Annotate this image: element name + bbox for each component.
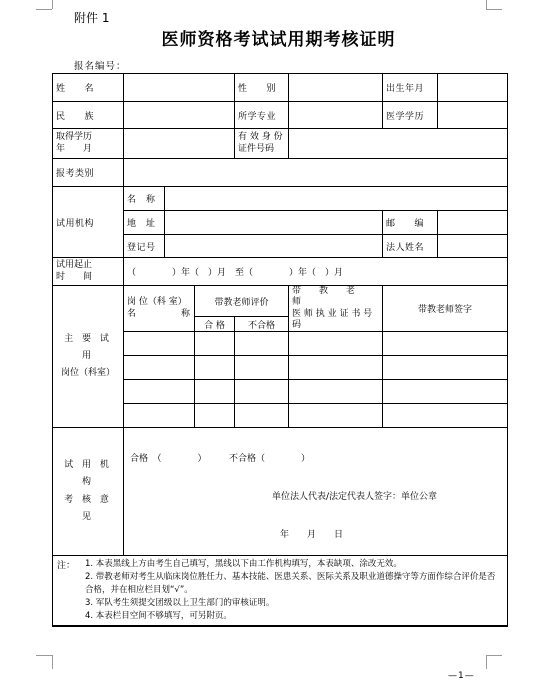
- fail-cell[interactable]: [235, 404, 289, 428]
- trial-period-label-line2: 时 间: [56, 271, 93, 282]
- tutor-cert-cell[interactable]: [289, 404, 383, 428]
- id-number-label: [235, 129, 289, 159]
- gender-label: 性 别: [235, 74, 289, 102]
- assessment-signature: 单位法人代表/法定代表人签字：单位公章: [272, 492, 438, 502]
- registration-id-label: 登记号: [124, 235, 165, 258]
- pass-cell[interactable]: [195, 404, 235, 428]
- post-name-header-line2: 名 称: [127, 308, 191, 319]
- page-title: 医师资格考试试用期考核证明: [161, 30, 396, 50]
- note-item: 2. 带教老师对考生从临床岗位胜任力、基本技能、医患关系、医际关系及职业道德操守等方面作综合评价是否合格，并在相应栏目划“√”。: [85, 572, 496, 595]
- crop-mark: [486, 655, 502, 656]
- med-degree-field[interactable]: [438, 102, 508, 129]
- gender-field[interactable]: [289, 74, 383, 102]
- main-post-label-line2: 岗位（科室）: [60, 368, 115, 379]
- fail-cell[interactable]: [235, 332, 289, 356]
- degree-date-label-line1: 取得学历: [56, 132, 93, 143]
- id-number-field[interactable]: [289, 129, 508, 159]
- main-post-label: [53, 286, 124, 428]
- institution-name-field[interactable]: [165, 187, 508, 211]
- assessment-label-line2: 考 核 意 见: [64, 494, 112, 522]
- registration-number-label: 报名编号：: [74, 61, 127, 72]
- fail-cell[interactable]: [235, 380, 289, 404]
- tutor-cert-header-line2: 医 师 执 业 证 书 号 码: [292, 308, 373, 330]
- tutor-cert-header: [289, 286, 383, 332]
- birth-label: 出生年月: [383, 74, 438, 102]
- fail-cell[interactable]: [235, 356, 289, 380]
- crop-mark: [486, 0, 487, 9]
- crop-mark: [52, 655, 53, 669]
- note-item: 4. 本表栏目空间不够填写，可另附页。: [85, 611, 232, 621]
- post-name-header: [124, 286, 195, 332]
- post-name-cell[interactable]: [124, 356, 195, 380]
- note-item: 1. 本表黑线上方由考生自己填写，黑线以下由工作机构填写，本表缺项、涂改无效。: [85, 559, 402, 569]
- trial-period-label: [53, 258, 124, 286]
- certificate-form: [52, 73, 508, 627]
- page-number: —1—: [448, 671, 475, 681]
- legal-rep-field[interactable]: [438, 235, 508, 258]
- post-name-cell[interactable]: [124, 380, 195, 404]
- assessment-label: [53, 428, 124, 556]
- institution-name-label: 名 称: [124, 187, 165, 211]
- notes-heading: 注：: [57, 561, 76, 571]
- tutor-sign-cell[interactable]: [383, 404, 508, 428]
- postcode-field[interactable]: [438, 211, 508, 235]
- degree-date-label: [53, 129, 124, 159]
- tutor-cert-cell[interactable]: [289, 332, 383, 356]
- id-number-label-line1: 有 效 身 份: [238, 132, 283, 143]
- tutor-sign-cell[interactable]: [383, 332, 508, 356]
- tutor-sign-cell[interactable]: [383, 380, 508, 404]
- exam-category-label: 报考类别: [53, 159, 124, 187]
- name-field[interactable]: [124, 74, 235, 102]
- crop-mark: [36, 9, 52, 10]
- post-name-cell[interactable]: [124, 332, 195, 356]
- fail-header: 不合格: [235, 317, 289, 332]
- tutor-eval-header: 带教老师评价: [195, 286, 289, 317]
- assessment-label-line1: 试 用 机 构: [64, 460, 112, 488]
- institution-label: 试用机构: [53, 187, 124, 258]
- ethnicity-label: 民 族: [53, 102, 124, 129]
- main-post-label-line1: 主 要 试 用: [64, 333, 112, 361]
- degree-date-label-line2: 年 月: [56, 143, 93, 154]
- crop-mark: [52, 0, 53, 9]
- assessment-result: 合格 （ ） 不合格（ ）: [130, 454, 311, 464]
- med-degree-label: 医学学历: [383, 102, 438, 129]
- tutor-cert-cell[interactable]: [289, 380, 383, 404]
- post-name-header-line1: 岗 位（科 室）: [127, 297, 187, 308]
- attachment-label: 附件 1: [74, 11, 110, 25]
- birth-field[interactable]: [438, 74, 508, 102]
- assessment-date: 年 月 日: [280, 530, 344, 540]
- tutor-sign-cell[interactable]: [383, 356, 508, 380]
- notes-list: [85, 558, 503, 623]
- tutor-cert-header-line1: 带 教 老 师: [292, 286, 374, 308]
- postcode-label: 邮 编: [383, 211, 438, 235]
- trial-period-field[interactable]: （ ）年（ ）月 至（ ）年（ ）月: [124, 258, 508, 286]
- institution-address-field[interactable]: [165, 211, 383, 235]
- post-name-cell[interactable]: [124, 404, 195, 428]
- pass-cell[interactable]: [195, 356, 235, 380]
- exam-category-field[interactable]: [124, 159, 508, 187]
- pass-cell[interactable]: [195, 380, 235, 404]
- tutor-cert-cell[interactable]: [289, 356, 383, 380]
- note-item: 3. 军队考生须提交团级以上卫生部门的审核证明。: [85, 598, 275, 608]
- pass-header: 合 格: [195, 317, 235, 332]
- crop-mark: [486, 655, 487, 669]
- degree-date-field[interactable]: [124, 129, 235, 159]
- notes-section: [53, 556, 508, 627]
- legal-rep-label: 法人姓名: [383, 235, 438, 258]
- tutor-sign-header: 带教老师签字: [383, 286, 508, 332]
- crop-mark: [486, 9, 502, 10]
- pass-cell[interactable]: [195, 332, 235, 356]
- crop-mark: [36, 655, 52, 656]
- id-number-label-line2: 证件号码: [238, 143, 275, 154]
- major-label: 所学专业: [235, 102, 289, 129]
- major-field[interactable]: [289, 102, 383, 129]
- institution-address-label: 地 址: [124, 211, 165, 235]
- trial-period-label-line1: 试用起止: [56, 260, 93, 271]
- name-label: 姓 名: [53, 74, 124, 102]
- registration-id-field[interactable]: [165, 235, 383, 258]
- assessment-field[interactable]: [124, 428, 508, 556]
- ethnicity-field[interactable]: [124, 102, 235, 129]
